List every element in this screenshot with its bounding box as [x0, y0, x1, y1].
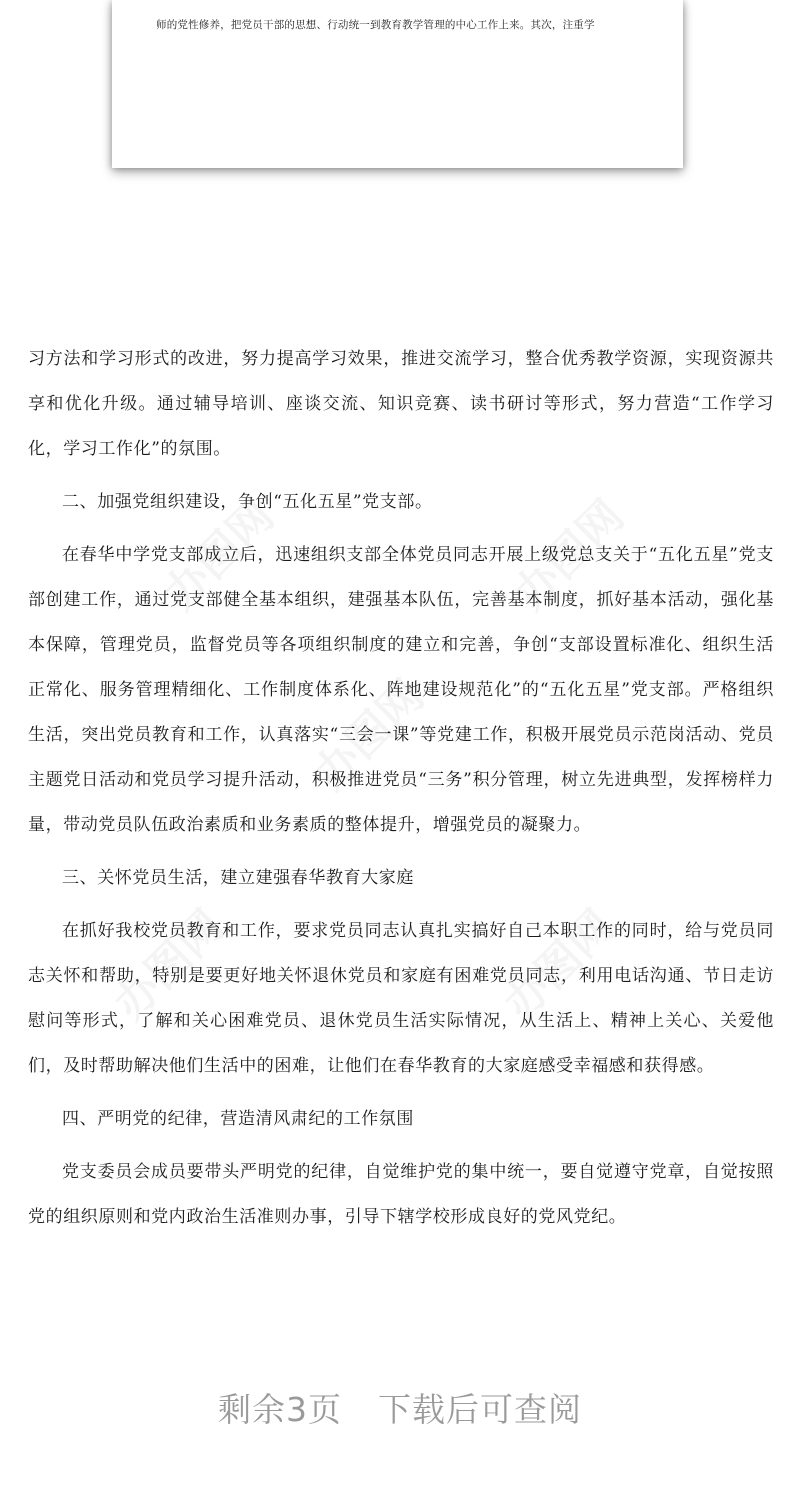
- download-to-view-label: 下载后可查阅: [378, 1390, 582, 1429]
- body-paragraph: 习方法和学习形式的改进，努力提高学习效果，推进交流学习，整合优秀教学资源，实现资源共享和优化升级。通过辅导培训、座谈交流、知识竞赛、读书研讨等形式，努力营造“工作学习化，学习工作化”的氛围。: [28, 349, 774, 459]
- remaining-pages-label: 剩余3页: [218, 1390, 342, 1429]
- body-paragraph: 在春华中学党支部成立后，迅速组织支部全体党员同志开展上级党总支关于“五化五星”党支部创建工作，通过党支部健全基本组织，建强基本队伍，完善基本制度，抓好基本活动，强化基本保障，管理党员，监督党员等各项组织制度的建立和完善，争创“支部设置标准化、组织生活正常化、服务管理精细化、工作制度体系化、阵地建设规范化”的“五化五星”党支部。严格组织生活，突出党员教育和工作，认真落实“三会一课”等党建工作，积极开展党员示范岗活动、党员主题党日活动和党员学习提升活动，积极推进党员“三务”积分管理，树立先进典型，发挥榜样力量，带动党员队伍政治素质和业务素质的整体提升，增强党员的凝聚力。: [28, 545, 774, 835]
- preview-page-card: [112, 0, 683, 168]
- section-heading: 四、严明党的纪律，营造清风肃纪的工作氛围: [62, 1109, 414, 1129]
- download-prompt[interactable]: [0, 1384, 800, 1431]
- document-body: [28, 337, 774, 1240]
- section-heading: 二、加强党组织建设，争创“五化五星”党支部。: [62, 492, 433, 512]
- section-heading: 三、关怀党员生活，建立建强春华教育大家庭: [62, 868, 414, 888]
- preview-text-line: 师的党性修养，把党员干部的思想、行动统一到教育教学管理的中心工作上来。其次，注重学: [156, 19, 595, 31]
- body-paragraph: 在抓好我校党员教育和工作，要求党员同志认真扎实搞好自己本职工作的同时，给与党员同志关怀和帮助，特别是要更好地关怀退休党员和家庭有困难党员同志，利用电话沟通、节日走访慰问等形式，了解和关心困难党员、退休党员生活实际情况，从生活上、精神上关心、关爱他们，及时帮助解决他们生活中的困难，让他们在春华教育的大家庭感受幸福感和获得感。: [28, 921, 774, 1076]
- body-paragraph: 党支委员会成员要带头严明党的纪律，自觉维护党的集中统一，要自觉遵守党章，自觉按照党的组织原则和党内政治生活准则办事，引导下辖学校形成良好的党风党纪。: [28, 1162, 774, 1227]
